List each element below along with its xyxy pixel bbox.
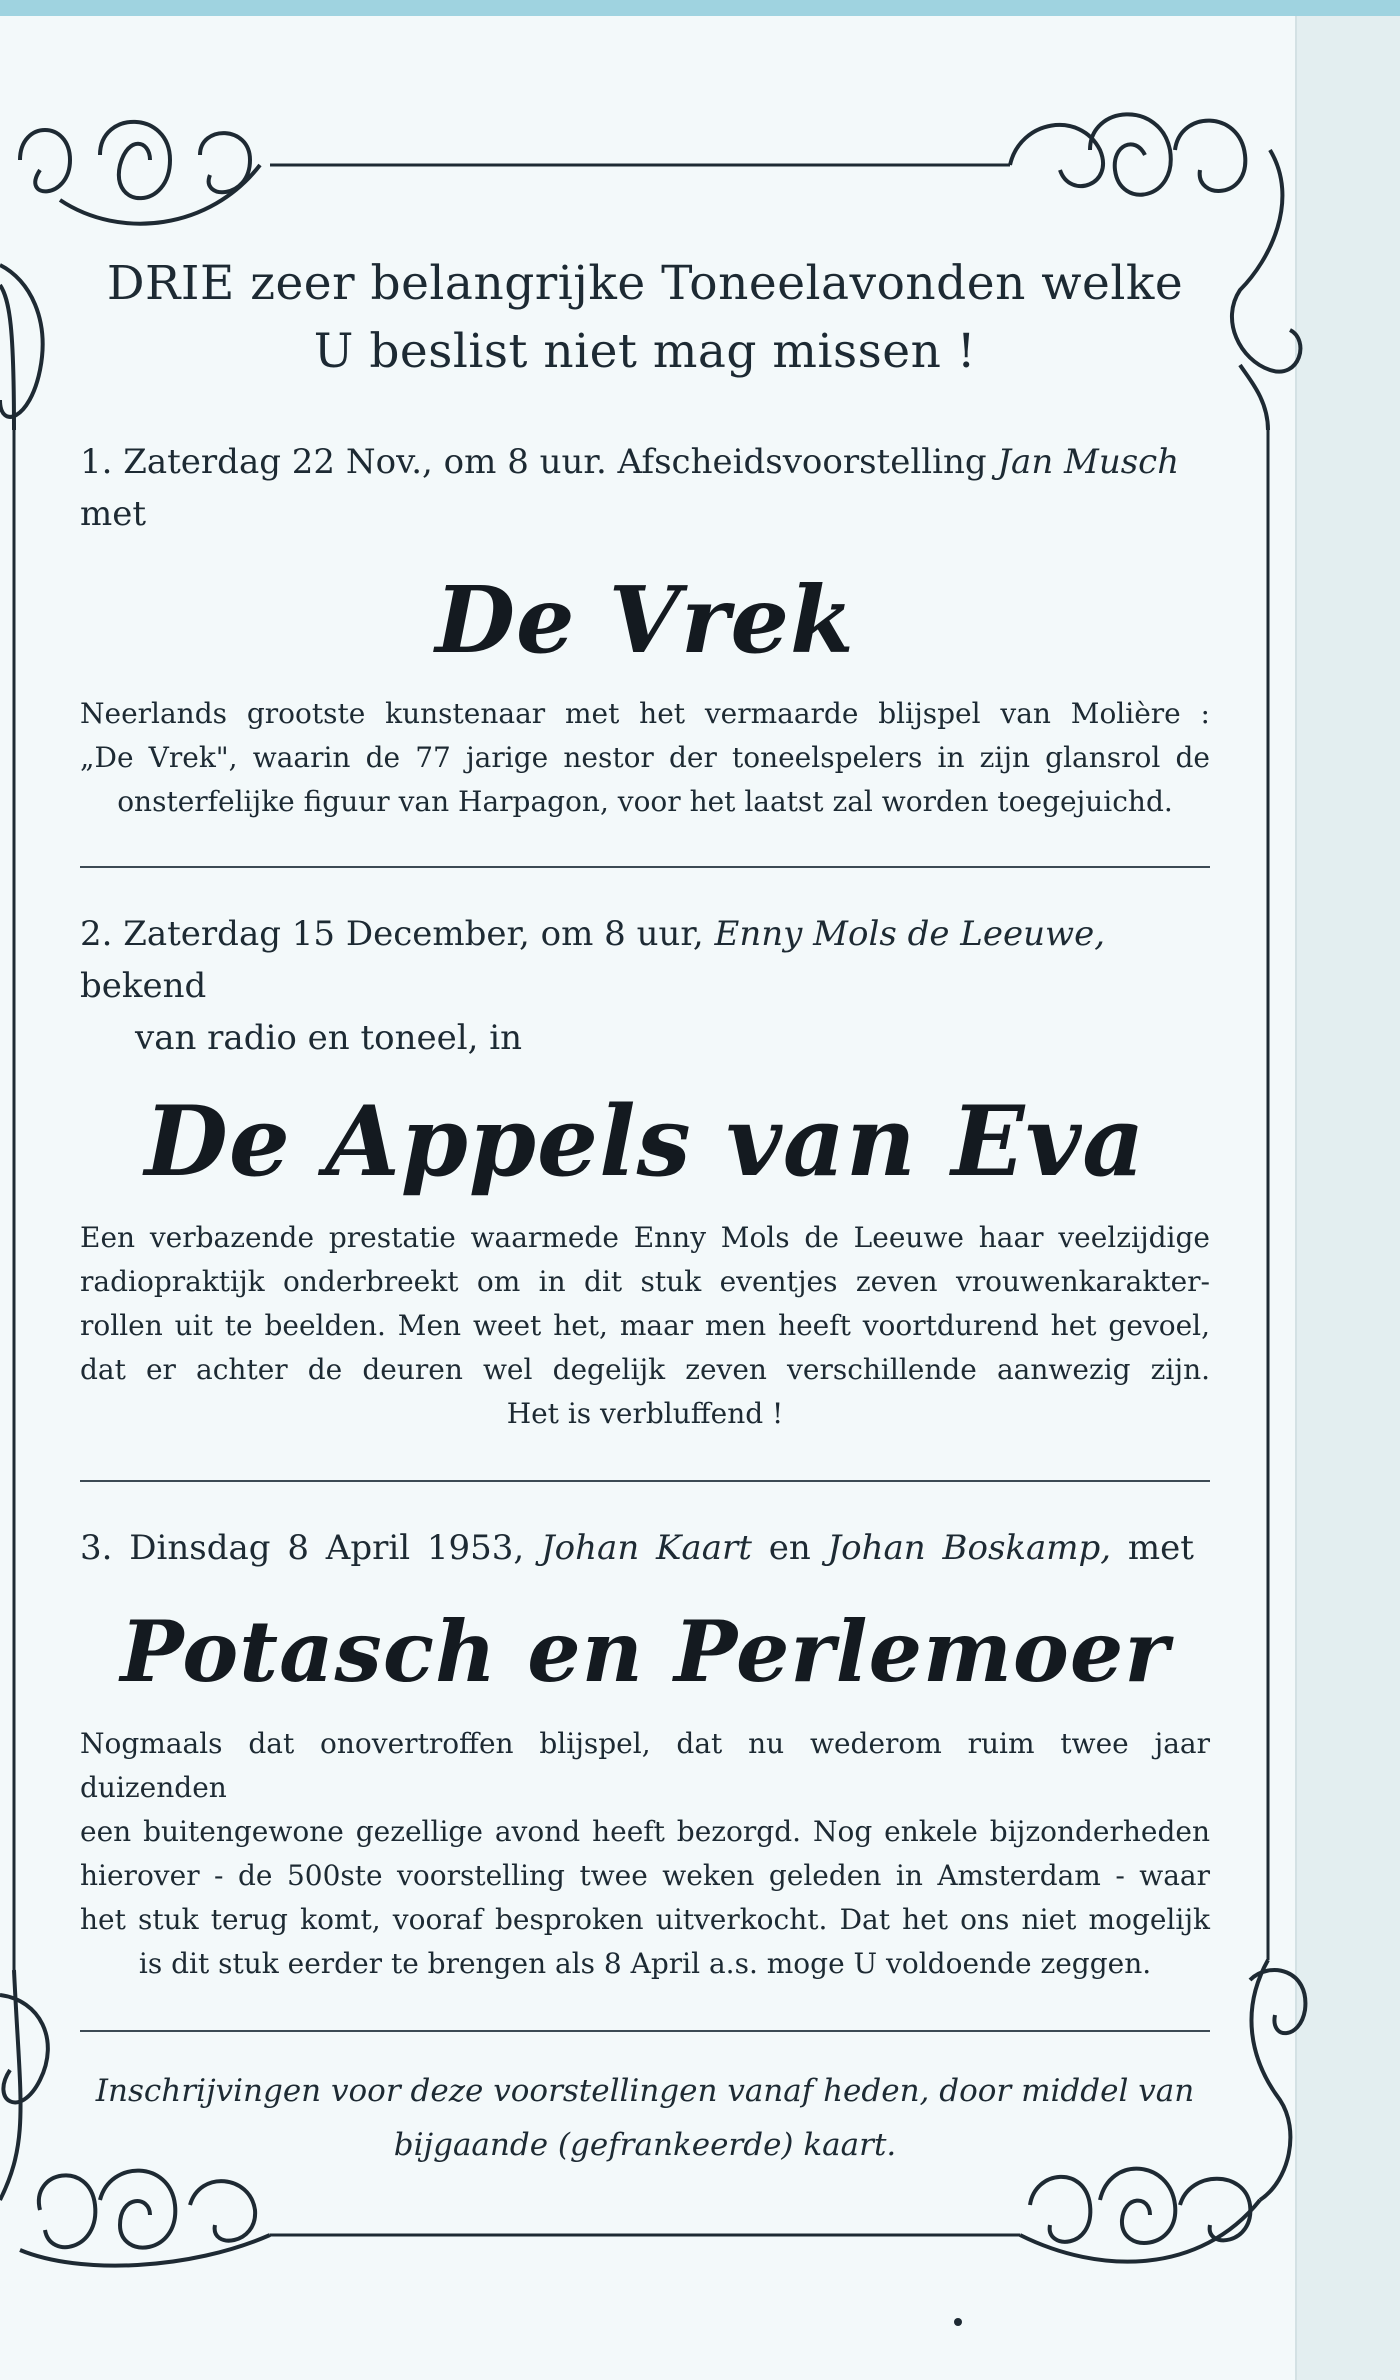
ink-speck <box>954 2318 962 2326</box>
description-line: Het is verbluffend ! <box>506 1397 784 1430</box>
description-line: Een verbazende prestatie waarmede Enny Mols de Leeuwe haar veelzijdige <box>80 1221 1210 1254</box>
event-3-date: 3. Dinsdag 8 April 1953, <box>80 1528 542 1568</box>
description-line: het stuk terug komt, vooraf besproken uitverkocht. Dat het ons niet mogelijk <box>80 1903 1210 1936</box>
description-line: Neerlands grootste kunstenaar met het vermaarde blijspel van Molière : <box>80 697 1210 730</box>
event-1 <box>80 436 1210 824</box>
event-3-performer-1: Johan Kaart <box>541 1528 752 1568</box>
divider-rule <box>80 866 1210 868</box>
event-1-description <box>80 692 1210 824</box>
event-2-date: 2. Zaterdag 15 December, om 8 uur, <box>80 914 715 954</box>
event-3-title: Potasch en Perlemoer <box>120 1602 1170 1701</box>
description-line: rollen uit te beelden. Men weet het, maar men heeft voortdurend het gevoel, <box>80 1309 1210 1342</box>
event-3-and: en <box>751 1528 828 1568</box>
event-3-intro <box>80 1522 1210 1574</box>
registration-note-line-2: bijgaande (gefrankeerde) kaart. <box>393 2127 897 2163</box>
description-line: Nogmaals dat onovertroffen blijspel, dat nu wederom ruim twee jaar duizenden <box>80 1727 1210 1804</box>
description-line: is dit stuk eerder te brengen als 8 April a.s. moge U voldoende zeggen. <box>138 1947 1152 1980</box>
headline <box>80 250 1210 386</box>
event-1-connector: met <box>80 494 147 534</box>
event-1-date: 1. Zaterdag 22 Nov., om 8 uur. Afscheidsvoorstelling <box>80 442 998 482</box>
divider-rule <box>80 1480 1210 1482</box>
description-line: dat er achter de deuren wel degelijk zeven verschillende aanwezig zijn. <box>80 1353 1210 1386</box>
event-2-connector: bekend <box>80 966 207 1006</box>
event-1-performer: Jan Musch <box>997 442 1180 482</box>
event-2-description <box>80 1216 1210 1436</box>
event-1-intro <box>80 436 1210 540</box>
event-3-performer-2: Johan Boskamp, <box>827 1528 1112 1568</box>
event-2 <box>80 908 1210 1436</box>
event-1-title: De Vrek <box>435 566 855 674</box>
registration-note <box>80 2064 1210 2172</box>
divider-rule <box>80 2030 1210 2032</box>
event-3-description <box>80 1722 1210 1986</box>
poster-content <box>80 250 1210 2172</box>
event-3 <box>80 1522 1210 1986</box>
description-line: een buitengewone gezellige avond heeft bezorgd. Nog enkele bijzonderheden <box>80 1815 1210 1848</box>
event-2-performer: Enny Mols de Leeuwe, <box>714 914 1106 954</box>
description-line: hierover - de 500ste voorstelling twee weken geleden in Amsterdam - waar <box>80 1859 1210 1892</box>
description-line: „De Vrek", waarin de 77 jarige nestor der toneelspelers in zijn glansrol de <box>80 741 1210 774</box>
description-line: onsterfelijke figuur van Harpagon, voor het laatst zal worden toegejuichd. <box>117 785 1173 818</box>
headline-line-1: DRIE zeer belangrijke Toneelavonden welke <box>106 256 1184 311</box>
registration-note-line-1: Inschrijvingen voor deze voorstellingen vanaf heden, door middel van <box>95 2073 1195 2109</box>
headline-line-2: U beslist niet mag missen ! <box>313 324 977 379</box>
event-2-title: De Appels van Eva <box>144 1085 1146 1198</box>
event-3-connector: met <box>1111 1528 1194 1568</box>
event-2-intro <box>80 908 1210 1012</box>
event-2-intro-line-2: van radio en toneel, in <box>135 1018 522 1058</box>
description-line: radiopraktijk onderbreekt om in dit stuk eventjes zeven vrouwenkarakter- <box>80 1265 1210 1298</box>
